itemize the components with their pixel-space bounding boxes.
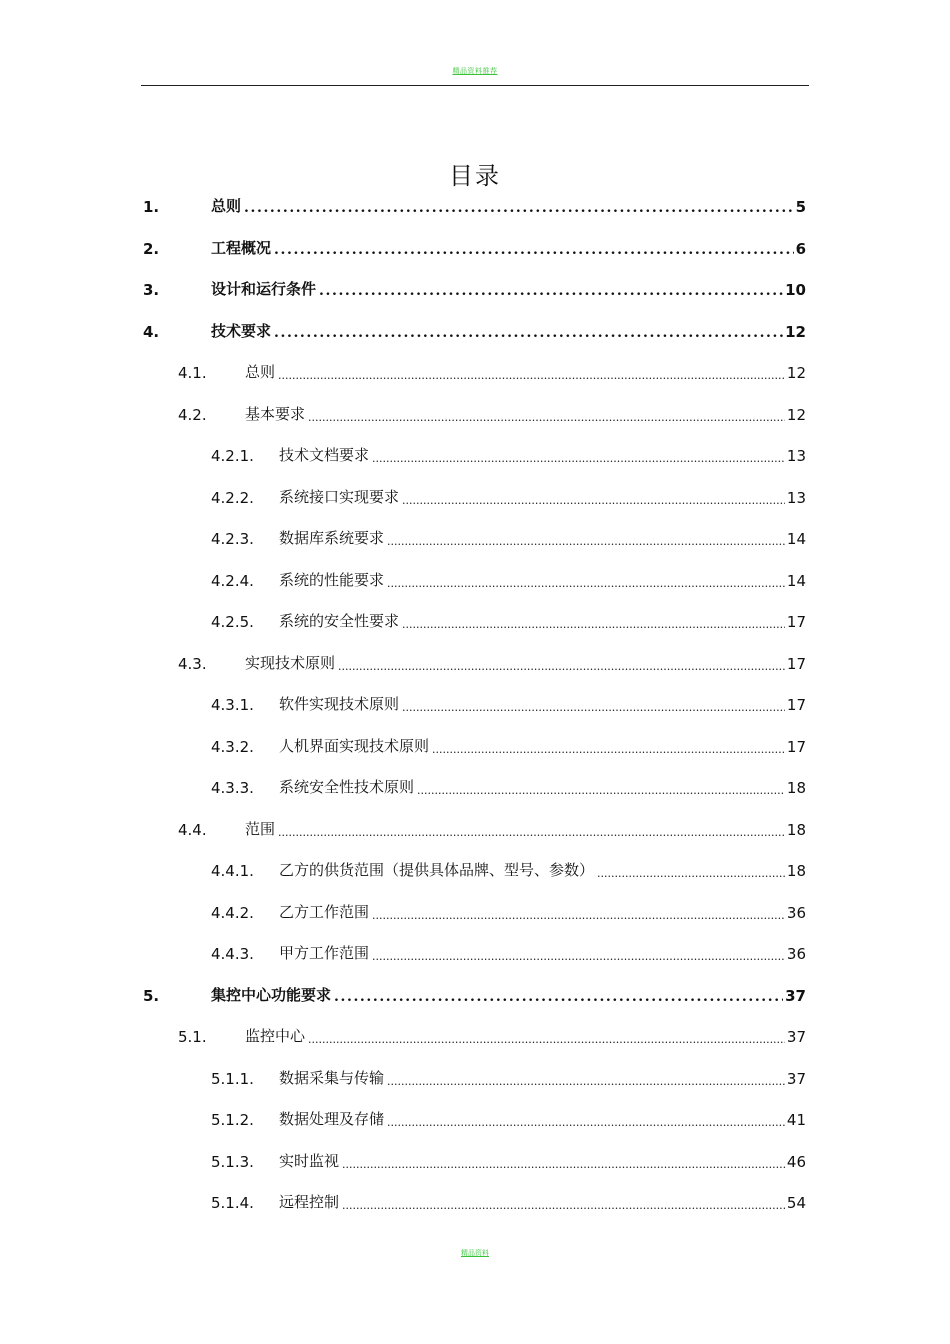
toc-entry[interactable] [211, 441, 806, 465]
toc-dot-leader [417, 784, 785, 797]
toc-entry-page-number: 18 [786, 779, 806, 797]
toc-entry-page-number: 37 [786, 1028, 806, 1046]
toc-entry-label: 乙方工作范围 [279, 902, 370, 921]
toc-dot-leader [308, 411, 785, 424]
toc-entry-label: 数据库系统要求 [279, 529, 385, 547]
toc-entry-number: 4.2.2. [211, 488, 254, 507]
toc-entry-label: 乙方的供货范围（提供具体品牌、型号、参数） [279, 861, 595, 879]
toc-dot-leader [342, 1199, 785, 1212]
toc-entry-number: 4.2.1. [211, 447, 254, 465]
toc-entry[interactable] [178, 649, 806, 673]
toc-entry-page-number: 13 [786, 447, 806, 465]
toc-entry-page-number: 14 [786, 530, 806, 548]
toc-dot-leader [387, 535, 785, 548]
toc-entry-number: 4. [143, 322, 160, 341]
toc-entry-label: 实现技术原则 [245, 653, 336, 672]
toc-entry-page-number: 41 [786, 1111, 806, 1129]
toc-entry[interactable] [211, 607, 806, 631]
toc-entry-label: 设计和运行条件 [211, 280, 317, 298]
toc-entry-label: 总则 [211, 197, 242, 215]
toc-entry-number: 4.3.2. [211, 737, 254, 756]
toc-entry-label: 甲方工作范围 [279, 944, 370, 962]
toc-dot-leader [274, 325, 783, 341]
toc-dot-leader [432, 743, 785, 756]
toc-dot-leader [387, 1075, 785, 1088]
toc-entry-page-number: 12 [786, 405, 806, 424]
header-watermark: 精品资料推荐 [452, 67, 498, 75]
toc-entry-number: 5.1.1. [211, 1069, 254, 1088]
toc-dot-leader [372, 909, 785, 922]
toc-entry[interactable] [211, 1105, 806, 1129]
toc-entry-label: 数据处理及存储 [279, 1110, 385, 1128]
toc-entry-page-number: 18 [786, 820, 806, 839]
toc-dot-leader [597, 867, 785, 880]
toc-entry-page-number: 14 [786, 571, 806, 590]
toc-entry-page-number: 6 [795, 239, 806, 258]
toc-entry-page-number: 36 [786, 903, 806, 922]
toc-dot-leader [402, 701, 785, 714]
toc-entry[interactable] [211, 898, 806, 922]
toc-entry[interactable] [211, 1188, 806, 1212]
toc-dot-leader [244, 200, 794, 216]
toc-entry[interactable] [211, 524, 806, 548]
toc-entry-label: 集控中心功能要求 [211, 985, 332, 1004]
toc-entry[interactable] [143, 275, 806, 299]
toc-dot-leader [342, 1158, 785, 1171]
toc-dot-leader [319, 283, 783, 299]
toc-entry-page-number: 12 [786, 364, 806, 382]
toc-entry[interactable] [211, 1064, 806, 1088]
toc-entry-number: 2. [143, 239, 160, 258]
toc-entry-number: 4.2.3. [211, 530, 254, 548]
header-rule [141, 85, 809, 86]
toc-dot-leader [372, 452, 785, 465]
toc-entry[interactable] [211, 773, 806, 797]
toc-entry-page-number: 10 [785, 281, 806, 299]
page-title: 目录 [449, 162, 501, 191]
toc-entry[interactable] [211, 1147, 806, 1171]
toc-entry-number: 4.2.4. [211, 571, 254, 590]
toc-dot-leader [387, 1116, 785, 1129]
toc-entry-page-number: 5 [795, 198, 806, 216]
toc-entry-label: 技术文档要求 [279, 446, 370, 464]
toc-entry-number: 4.3.3. [211, 779, 254, 797]
toc-entry-label: 系统接口实现要求 [279, 487, 400, 506]
footer-watermark: 精品资料 [461, 1249, 489, 1257]
toc-entry-label: 人机界面实现技术原则 [279, 736, 430, 755]
toc-dot-leader [372, 950, 785, 963]
toc-entry[interactable] [178, 1022, 806, 1046]
toc-entry-page-number: 37 [786, 1069, 806, 1088]
toc-entry[interactable] [178, 358, 806, 382]
toc-entry[interactable] [211, 690, 806, 714]
toc-entry-label: 系统安全性技术原则 [279, 778, 415, 796]
toc-entry-page-number: 13 [786, 488, 806, 507]
toc-entry-page-number: 12 [785, 322, 806, 341]
toc-entry[interactable] [211, 856, 806, 880]
toc-entry-page-number: 36 [786, 945, 806, 963]
toc-entry-page-number: 54 [786, 1194, 806, 1212]
toc-entry-label: 基本要求 [245, 404, 306, 423]
toc-entry[interactable] [143, 234, 806, 258]
toc-entry-label: 范围 [245, 819, 276, 838]
toc-entry[interactable] [143, 192, 806, 216]
toc-entry-label: 软件实现技术原则 [279, 695, 400, 713]
toc-entry-label: 工程概况 [211, 238, 272, 257]
toc-entry-label: 远程控制 [279, 1193, 340, 1211]
toc-entry[interactable] [178, 815, 806, 839]
toc-entry-page-number: 46 [786, 1152, 806, 1171]
toc-entry-number: 4.4. [178, 820, 207, 839]
toc-dot-leader [334, 989, 783, 1005]
toc-entry-number: 4.3.1. [211, 696, 254, 714]
toc-entry-number: 5.1.2. [211, 1111, 254, 1129]
toc-entry-number: 4.3. [178, 654, 207, 673]
toc-entry-page-number: 17 [786, 737, 806, 756]
toc-entry-number: 4.4.1. [211, 862, 254, 880]
toc-dot-leader [278, 369, 785, 382]
toc-dot-leader [338, 660, 785, 673]
toc-entry-number: 5. [143, 986, 160, 1005]
toc-entry[interactable] [178, 400, 806, 424]
toc-entry-page-number: 18 [786, 862, 806, 880]
toc-entry-number: 4.2. [178, 405, 207, 424]
toc-entry-label: 技术要求 [211, 321, 272, 340]
toc-entry-label: 系统的安全性要求 [279, 612, 400, 630]
toc-dot-leader [402, 618, 785, 631]
toc-entry-number: 3. [143, 281, 160, 299]
toc-entry-number: 4.1. [178, 364, 207, 382]
toc-dot-leader [274, 242, 794, 258]
toc-entry-label: 数据采集与传输 [279, 1068, 385, 1087]
toc-entry-number: 4.2.5. [211, 613, 254, 631]
toc-dot-leader [308, 1033, 785, 1046]
toc-entry[interactable] [211, 939, 806, 963]
toc-entry-page-number: 17 [786, 613, 806, 631]
toc-dot-leader [387, 577, 785, 590]
toc-entry[interactable] [143, 317, 806, 341]
toc-entry-number: 5.1.4. [211, 1194, 254, 1212]
toc-dot-leader [278, 826, 785, 839]
toc-entry-number: 5.1. [178, 1028, 207, 1046]
toc-entry-label: 实时监视 [279, 1151, 340, 1170]
toc-entry-number: 1. [143, 198, 160, 216]
toc-entry-number: 4.4.2. [211, 903, 254, 922]
toc-entry-number: 5.1.3. [211, 1152, 254, 1171]
toc-entry[interactable] [211, 732, 806, 756]
toc-entry-label: 总则 [245, 363, 276, 381]
toc-entry[interactable] [211, 483, 806, 507]
toc-entry-label: 系统的性能要求 [279, 570, 385, 589]
toc-entry-number: 4.4.3. [211, 945, 254, 963]
toc-entry[interactable] [143, 981, 806, 1005]
toc-entry-page-number: 17 [786, 696, 806, 714]
toc-entry-page-number: 37 [785, 986, 806, 1005]
toc-entry-page-number: 17 [786, 654, 806, 673]
toc-dot-leader [402, 494, 785, 507]
toc-entry-label: 监控中心 [245, 1027, 306, 1045]
toc-entry[interactable] [211, 566, 806, 590]
